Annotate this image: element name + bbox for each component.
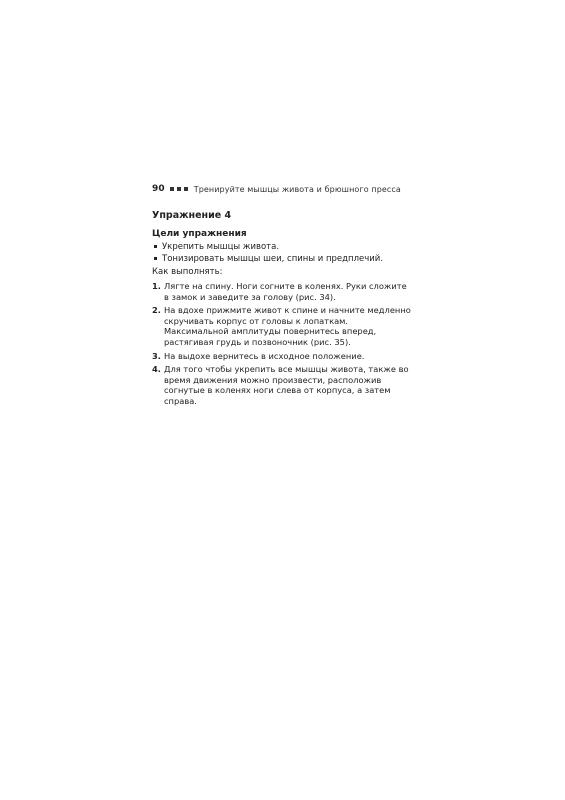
step-number: 3. — [152, 350, 161, 361]
goal-text: Тонизировать мышцы шеи, спины и предплечий. — [162, 254, 384, 264]
bullet-icon — [154, 257, 157, 260]
running-header — [152, 183, 412, 195]
page-number: 90 — [152, 184, 165, 194]
bullet-icon — [154, 245, 157, 248]
step-number: 4. — [152, 364, 161, 375]
how-to-heading: Как выполнять: — [152, 267, 223, 277]
step-item — [152, 364, 412, 406]
steps-list — [152, 281, 412, 407]
page-content — [152, 183, 412, 410]
step-number: 1. — [152, 281, 161, 291]
goals-heading: Цели упражнения — [152, 229, 247, 239]
exercise-title: Упражнение 4 — [152, 210, 232, 221]
header-separator-dots — [170, 187, 188, 191]
step-item — [152, 281, 412, 302]
step-text: На вдохе прижмите живот к спине и начните медленно скручивать корпус от головы к лопаткам. Максимальной амплитуды повернитесь вперед, растягивая грудь и позвоночник (рис. 35). — [164, 305, 411, 347]
goal-item — [152, 241, 412, 253]
step-text: На выдохе вернитесь в исходное положение. — [164, 350, 365, 361]
step-item — [152, 305, 412, 347]
goal-item — [152, 253, 412, 265]
step-text: Лягте на спину. Ноги согните в коленях. Руки сложите в замок и заведите за голову (рис. 34). — [164, 281, 407, 302]
goals-list — [152, 241, 412, 265]
running-title: Тренируйте мышцы живота и брюшного пресса — [193, 184, 401, 194]
step-text: Для того чтобы укрепить все мышцы живота, также во время движения можно произвести, расположив согнутые в коленях ноги слева от корпуса, а затем справа. — [164, 364, 409, 406]
goal-text: Укрепить мышцы живота. — [162, 242, 280, 252]
step-item — [152, 351, 412, 362]
step-number: 2. — [152, 305, 161, 316]
